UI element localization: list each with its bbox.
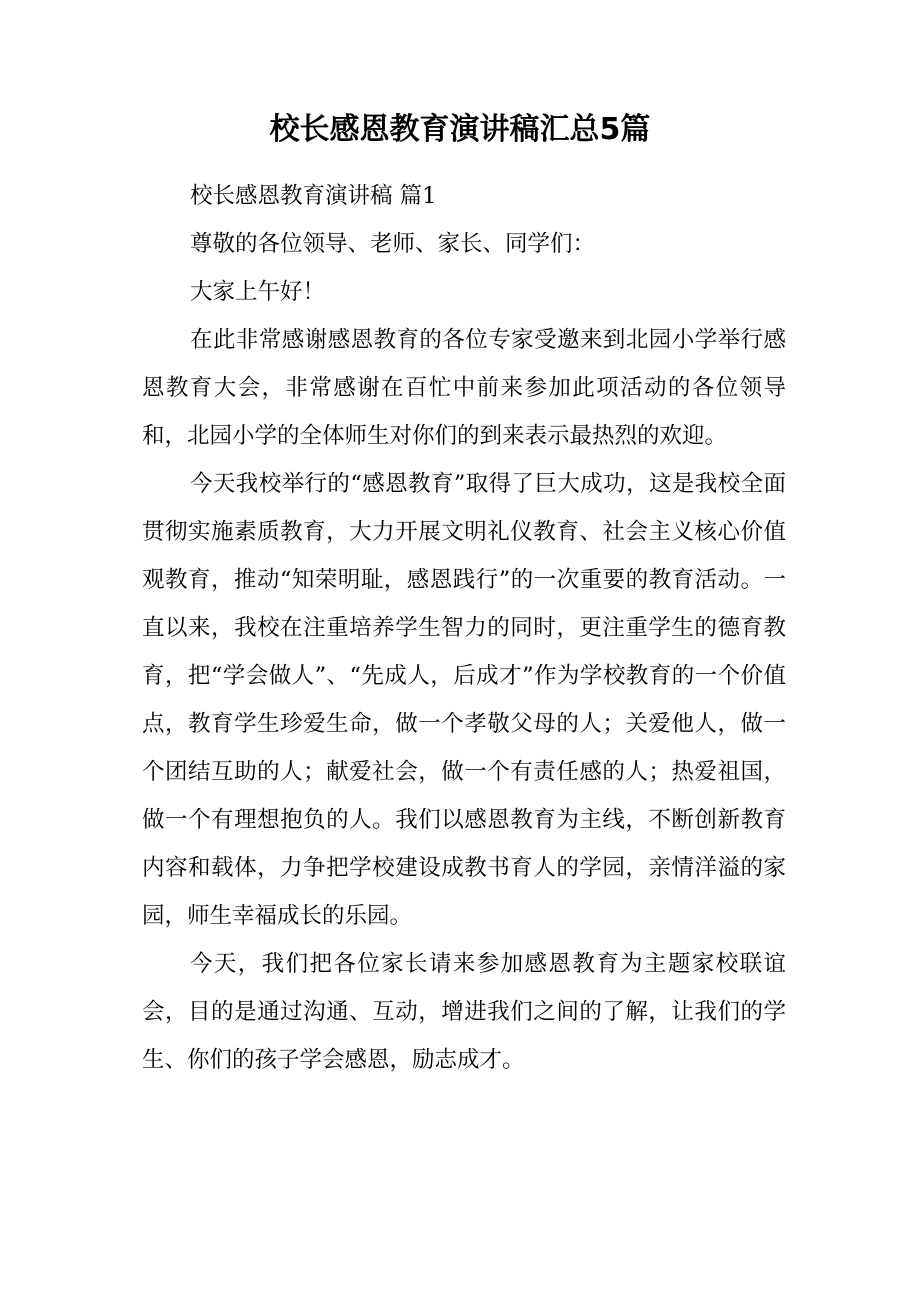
paragraph-3: 今天，我们把各位家长请来参加感恩教育为主题家校联谊会，目的是通过沟通、互动，增进我们之间的了解，让我们的学生、你们的孩子学会感恩，励志成才。	[142, 951, 786, 1073]
paragraph-2: 今天我校举行的“感恩教育”取得了巨大成功，这是我校全面贯彻实施素质教育，大力开展文明礼仪教育、社会主义核心价值观教育，推动“知荣明耻，感恩践行”的一次重要的教育活动。一直以来，我校在注重培养学生智力的同时，更注重学生的德育教育，把“学会做人”、“先成人，后成才”作为学校教育的一个价值点，教育学生珍爱生命，做一个孝敬父母的人；关爱他人，做一个团结互助的人；献爱社会，做一个有责任感的人；热爱祖国，做一个有理想抱负的人。我们以感恩教育为主线，不断创新教育内容和载体，力争把学校建设成教书育人的学园，亲情洋溢的家园，师生幸福成长的乐园。	[142, 471, 786, 929]
salutation: 尊敬的各位领导、老师、家长、同学们：	[190, 231, 596, 257]
section-heading: 校长感恩教育演讲稿 篇1	[190, 183, 437, 209]
document-body	[142, 172, 786, 1084]
document-title: 校长感恩教育演讲稿汇总5篇	[269, 112, 651, 147]
paragraph-1: 在此非常感谢感恩教育的各位专家受邀来到北园小学举行感恩教育大会，非常感谢在百忙中前来参加此项活动的各位领导和，北园小学的全体师生对你们的到来表示最热烈的欢迎。	[142, 327, 786, 449]
greeting: 大家上午好！	[190, 279, 326, 305]
